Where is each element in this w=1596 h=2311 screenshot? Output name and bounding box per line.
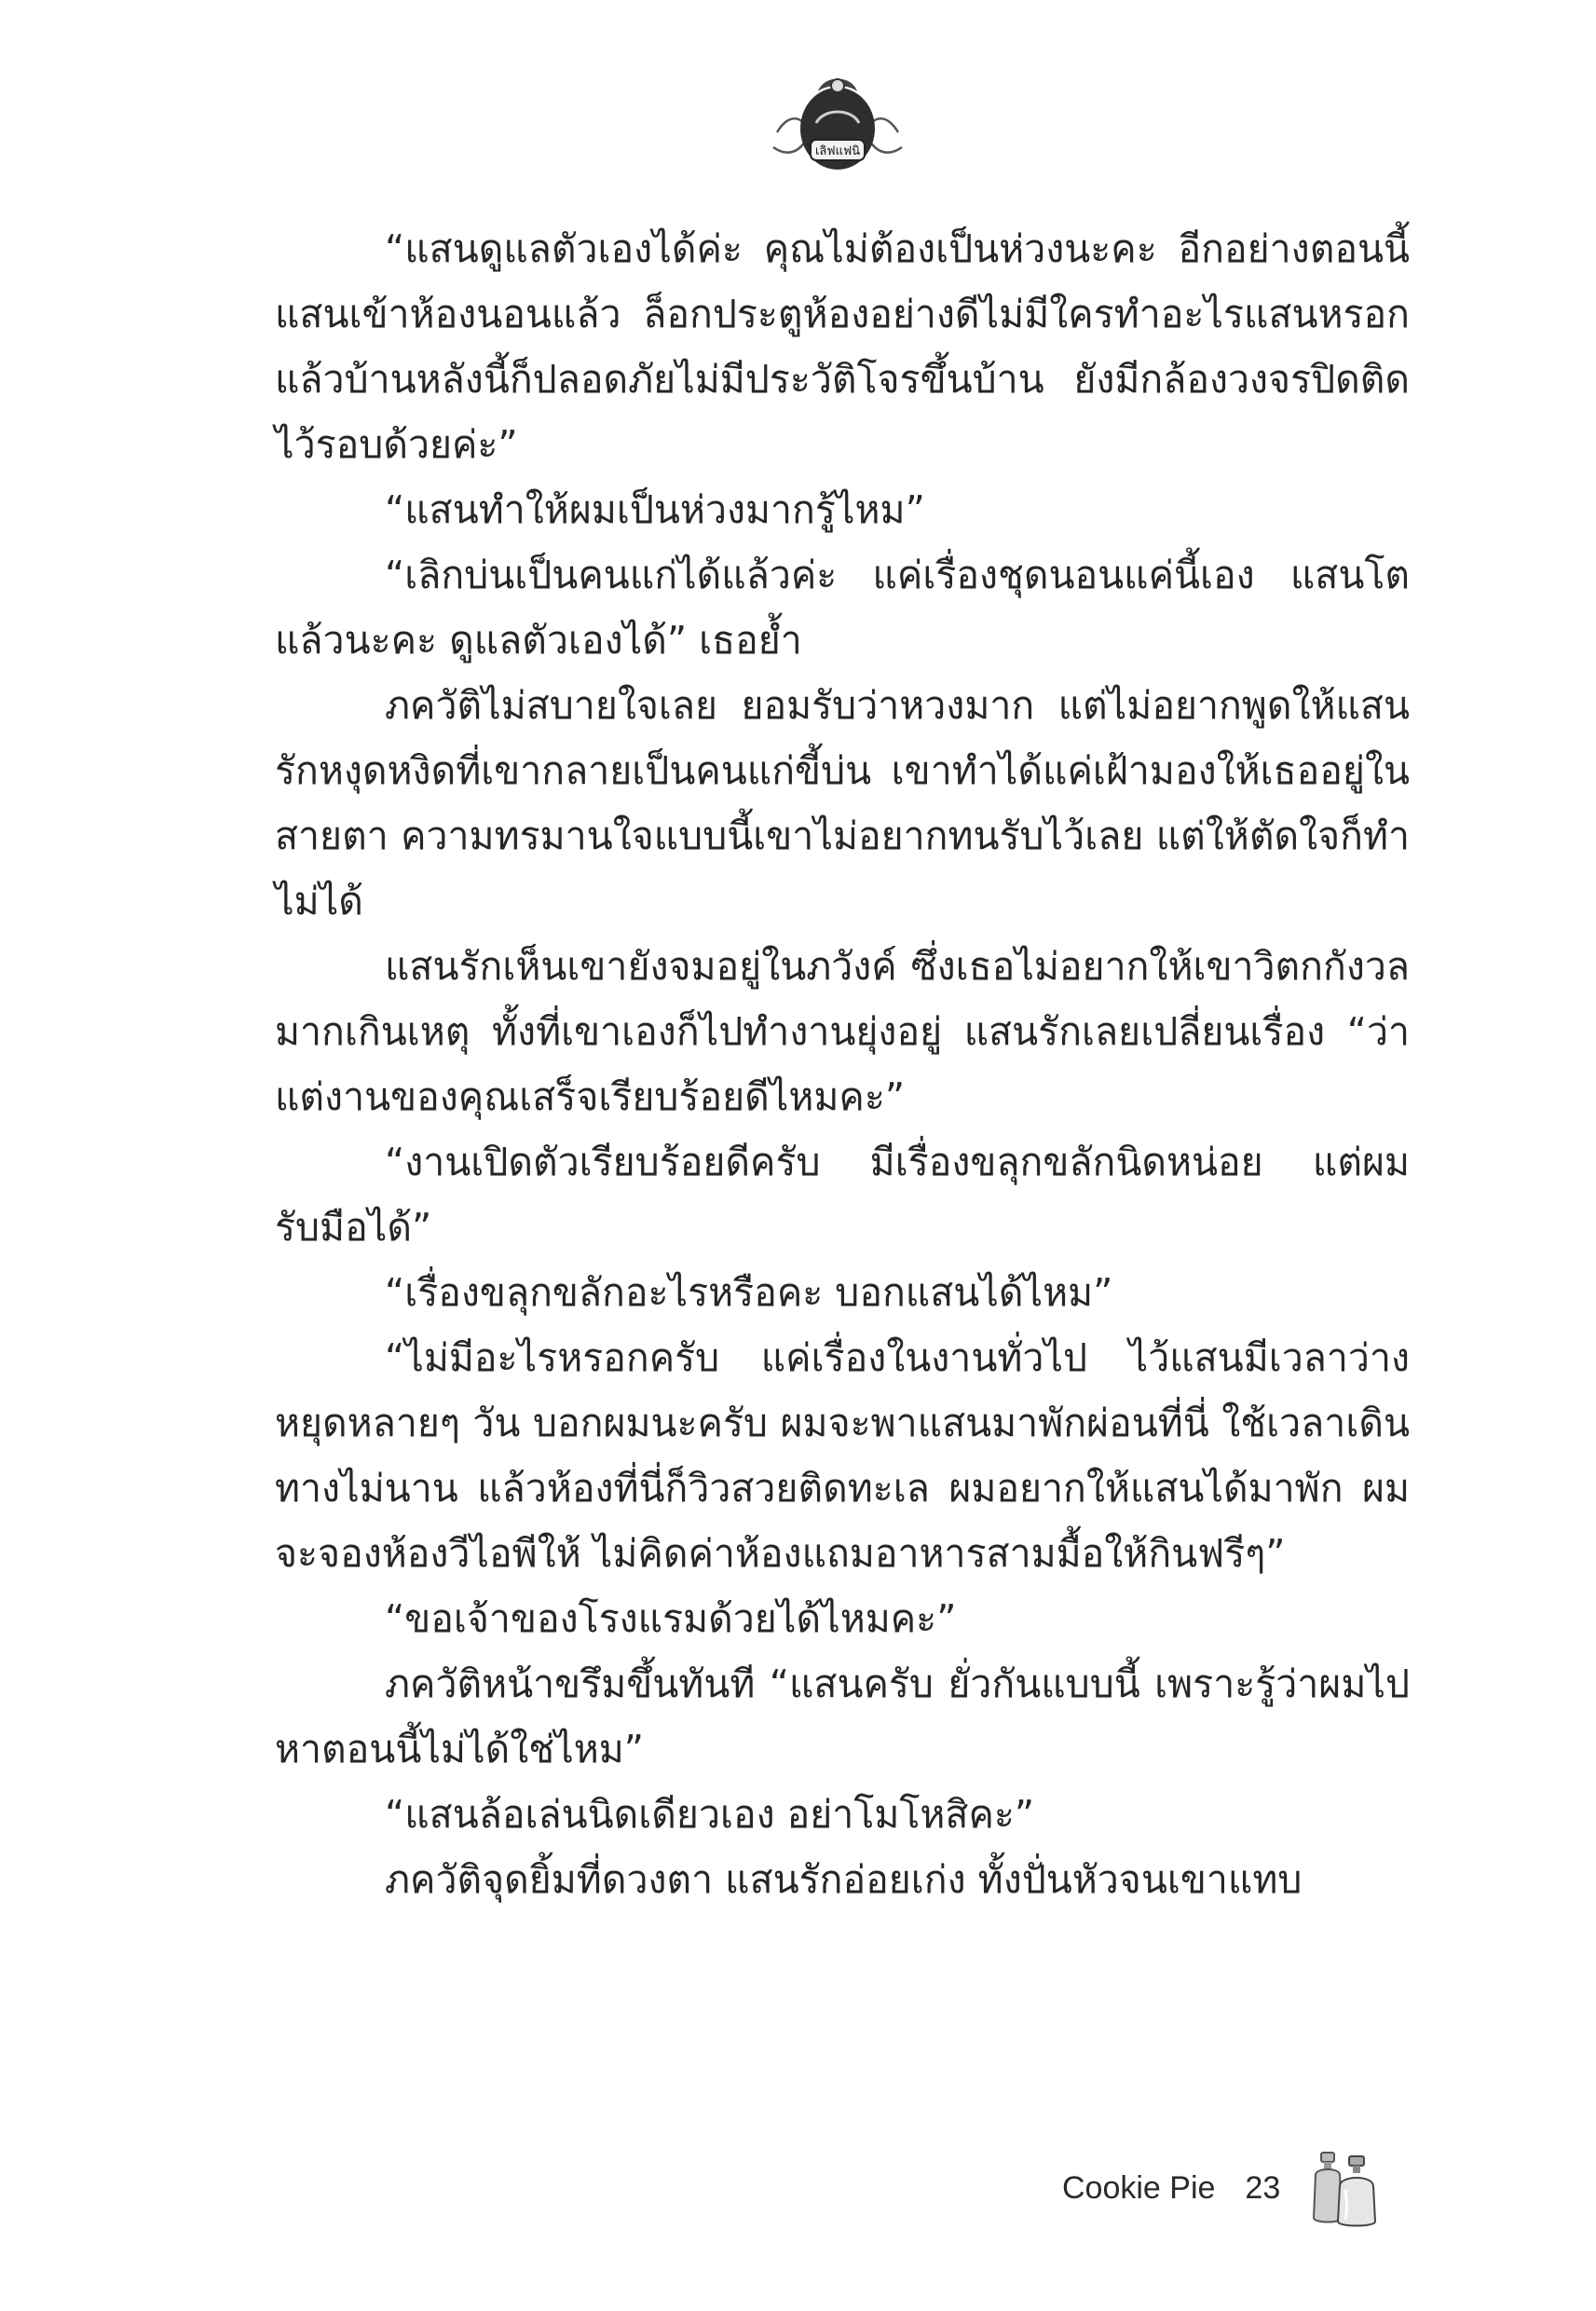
paragraph: ภควัติไม่สบายใจเลย ยอมรับว่าหวงมาก แต่ไม่อยากพูดให้แสนรักหงุดหงิดที่เขากลายเป็นคนแก่ขี้บ่น เขาทำได้แค่เฝ้ามองให้เธออยู่ในสายตา ความทรมานใจแบบนี้เขาไม่อยากทนรับไว้เลย แต่ให้ตัดใจก็ทำไม่ได้ xyxy=(275,683,1410,923)
page-footer xyxy=(1062,2160,1381,2216)
paragraph: “แสนล้อเล่นนิดเดียวเอง อย่าโมโหสิคะ” xyxy=(385,1792,1035,1837)
emblem-text: เลิฟแฟนิ xyxy=(814,144,861,158)
paragraph: “เลิกบ่นเป็นคนแก่ได้แล้วค่ะ แค่เรื่องชุดนอนแค่นี้เอง แสนโตแล้วนะคะ ดูแลตัวเองได้” เธอย้ำ xyxy=(275,553,1410,663)
paragraph: “แสนทำให้ผมเป็นห่วงมากรู้ไหม” xyxy=(385,487,925,532)
paragraph: แสนรักเห็นเขายังจมอยู่ในภวังค์ ซึ่งเธอไม่อยากให้เขาวิตกกังวลมากเกินเหตุ ทั้งที่เขาเองก็ไปทำงานยุ่งอยู่ แสนรักเลยเปลี่ยนเรื่อง “ว่าแต่งานของคุณเสร็จเรียบร้อยดีไหมคะ” xyxy=(275,944,1410,1119)
page-number: 23 xyxy=(1245,2169,1281,2206)
paragraph: “ขอเจ้าของโรงแรมด้วยได้ไหมคะ” xyxy=(385,1596,957,1641)
paragraph: ภควัติหน้าขรึมขึ้นทันที “แสนครับ ยั่วกันแบบนี้ เพราะรู้ว่าผมไปหาตอนนี้ไม่ได้ใช่ไหม” xyxy=(275,1661,1410,1771)
paragraph: “งานเปิดตัวเรียบร้อยดีครับ มีเรื่องขลุกขลักนิดหน่อย แต่ผมรับมือได้” xyxy=(275,1140,1410,1250)
perfume-bottles-icon xyxy=(1312,2147,1381,2229)
body-text xyxy=(275,216,1410,1912)
paragraph: ภควัติจุดยิ้มที่ดวงตา แสนรักอ่อยเก่ง ทั้งปั่นหัวจนเขาแทบ xyxy=(385,1857,1303,1902)
decorative-emblem-icon xyxy=(770,67,906,188)
footer-brand: Cookie Pie xyxy=(1062,2169,1216,2206)
paragraph: “ไม่มีอะไรหรอกครับ แค่เรื่องในงานทั่วไป ไว้แสนมีเวลาว่างหยุดหลายๆ วัน บอกผมนะครับ ผมจะพาแสนมาพักผ่อนที่นี่ ใช้เวลาเดินทางไม่นาน แล้วห้องที่นี่ก็วิวสวยติดทะเล ผมอยากให้แสนได้มาพัก ผมจะจองห้องวีไอพีให้ ไม่คิดค่าห้องแถมอาหารสามมื้อให้กินฟรีๆ” xyxy=(275,1335,1410,1576)
paragraph: “เรื่องขลุกขลักอะไรหรือคะ บอกแสนได้ไหม” xyxy=(385,1270,1113,1315)
paragraph: “แสนดูแลตัวเองได้ค่ะ คุณไม่ต้องเป็นห่วงนะคะ อีกอย่างตอนนี้แสนเข้าห้องนอนแล้ว ล็อกประตูห้องอย่างดีไม่มีใครทำอะไรแสนหรอก แล้วบ้านหลังนี้ก็ปลอดภัยไม่มีประวัติโจรขึ้นบ้าน ยังมีกล้องวงจรปิดติดไว้รอบด้วยค่ะ” xyxy=(275,226,1410,467)
